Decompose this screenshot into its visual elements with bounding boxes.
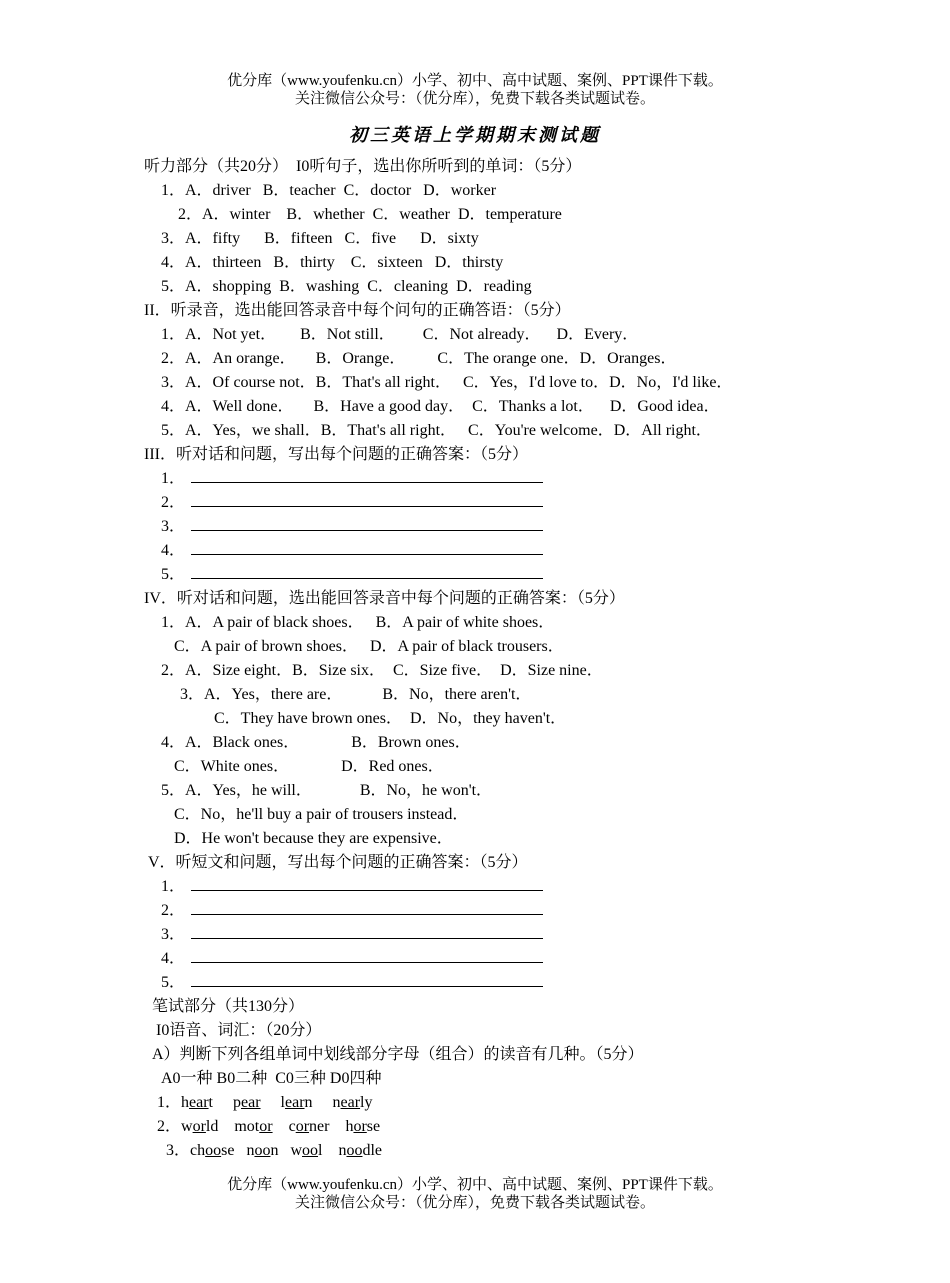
answer-blank[interactable] xyxy=(191,540,543,555)
answer-blank[interactable] xyxy=(191,900,543,915)
part4-line-9: C．No，he'll buy a pair of trousers instead． xyxy=(174,806,469,823)
part4-line-4: 3．A．Yes，there are． B．No，there aren't． xyxy=(180,686,532,703)
answer-blank[interactable] xyxy=(191,876,543,891)
part5-answer-4: 4． xyxy=(161,948,543,970)
part3-heading: III．听对话和问题，写出每个问题的正确答案：（5分） xyxy=(144,446,528,463)
word: choose xyxy=(190,1142,235,1159)
phonics-row-2: 2．world motor corner horse xyxy=(157,1118,381,1135)
part2-item-5: 5．A．Yes，we shall．B．That's all right． C．You're welcome．D．All right． xyxy=(161,422,712,439)
part5-answer-1: 1． xyxy=(161,876,543,898)
word: nearly xyxy=(332,1094,373,1111)
options-line: A0一种 B0二种 C0三种 D0四种 xyxy=(161,1070,382,1087)
part3-answer-3: 3． xyxy=(161,516,543,538)
part2-item-2: 2．A．An orange． B．Orange． C．The orange one．D．Oranges． xyxy=(161,350,677,367)
part5-answer-2: 2． xyxy=(161,900,543,922)
part2-heading: II．听录音，选出能回答录音中每个问句的正确答语：（5分） xyxy=(144,302,571,319)
part4-line-3: 2．A．Size eight．B．Size six． C．Size five． D．Size nine． xyxy=(161,662,603,679)
answer-blank[interactable] xyxy=(191,516,543,531)
part2-item-3: 3．A．Of course not．B．That's all right． C．Yes，I'd love to．D．No，I'd like． xyxy=(161,374,733,391)
part5-heading: V．听短文和问题，写出每个问题的正确答案：（5分） xyxy=(148,854,528,871)
word: learn xyxy=(280,1094,313,1111)
part5-answer-3: 3． xyxy=(161,924,543,946)
word: motor xyxy=(234,1118,273,1135)
part1-item-3: 3．A．fifty B．fifteen C．five D．sixty xyxy=(161,230,479,247)
answer-blank[interactable] xyxy=(191,972,543,987)
answer-blank[interactable] xyxy=(191,492,543,507)
word: horse xyxy=(345,1118,381,1135)
part5-answer-5: 5． xyxy=(161,972,543,994)
sectionA-heading: A）判断下列各组单词中划线部分字母（组合）的读音有几种。（5分） xyxy=(152,1046,644,1063)
section1-heading: I0语音、词汇：（20分） xyxy=(156,1022,322,1039)
part3-answer-5: 5． xyxy=(161,564,543,586)
part1-item-5: 5．A．shopping B．washing C．cleaning D．reading xyxy=(161,278,532,295)
part3-answer-2: 2． xyxy=(161,492,543,514)
part4-line-7: C．White ones． D．Red ones． xyxy=(174,758,444,775)
header-line-2: 关注微信公众号：（优分库），免费下载各类试题试卷。 xyxy=(294,91,655,107)
word: world xyxy=(181,1118,219,1135)
listening-section-heading: 听力部分（共20分） I0听句子，选出你所听到的单词：（5分） xyxy=(144,158,582,175)
answer-blank[interactable] xyxy=(191,564,543,579)
word: wool xyxy=(290,1142,323,1159)
phonics-row-1: 1．heart pear learn nearly xyxy=(157,1094,373,1111)
part4-line-5: C．They have brown ones． D．No，they haven't． xyxy=(214,710,567,727)
footer-line-1: 优分库（www.youfenku.cn）小学、初中、高中试题、案例、PPT课件下载。 xyxy=(227,1177,723,1193)
part4-line-2: C．A pair of brown shoes． D．A pair of black trousers． xyxy=(174,638,564,655)
part3-answer-1: 1． xyxy=(161,468,543,490)
written-section-heading: 笔试部分（共130分） xyxy=(152,998,305,1015)
part4-line-8: 5．A．Yes，he will． B．No，he won't． xyxy=(161,782,493,799)
word: pear xyxy=(233,1094,261,1111)
part1-item-4: 4．A．thirteen B．thirty C．sixteen D．thirsty xyxy=(161,254,504,271)
answer-blank[interactable] xyxy=(191,948,543,963)
part2-item-1: 1．A．Not yet． B．Not still． C．Not already． D．Every． xyxy=(161,326,639,343)
footer-line-2: 关注微信公众号：（优分库），免费下载各类试题试卷。 xyxy=(294,1195,655,1211)
part2-item-4: 4．A．Well done． B．Have a good day． C．Thanks a lot． D．Good idea． xyxy=(161,398,720,415)
part4-line-1: 1．A．A pair of black shoes． B．A pair of white shoes． xyxy=(161,614,555,631)
header-line-1: 优分库（www.youfenku.cn）小学、初中、高中试题、案例、PPT课件下载。 xyxy=(227,73,723,89)
part1-item-1: 1．A．driver B．teacher C．doctor D．worker xyxy=(161,182,497,199)
part4-line-6: 4．A．Black ones． B．Brown ones． xyxy=(161,734,471,751)
part4-heading: IV．听对话和问题，选出能回答录音中每个问题的正确答案：（5分） xyxy=(144,590,625,607)
answer-blank[interactable] xyxy=(191,468,543,483)
phonics-row-3: 3．choose noon wool noodle xyxy=(166,1142,383,1159)
part1-item-2: 2．A．winter B．whether C．weather D．temperature xyxy=(178,206,562,223)
word: corner xyxy=(288,1118,330,1135)
page-title: 初三英语上学期期末测试题 xyxy=(349,125,601,146)
part3-answer-4: 4． xyxy=(161,540,543,562)
word: noodle xyxy=(338,1142,383,1159)
part4-line-10: D．He won't because they are expensive． xyxy=(174,830,453,847)
word: heart xyxy=(181,1094,213,1111)
word: noon xyxy=(246,1142,279,1159)
answer-blank[interactable] xyxy=(191,924,543,939)
